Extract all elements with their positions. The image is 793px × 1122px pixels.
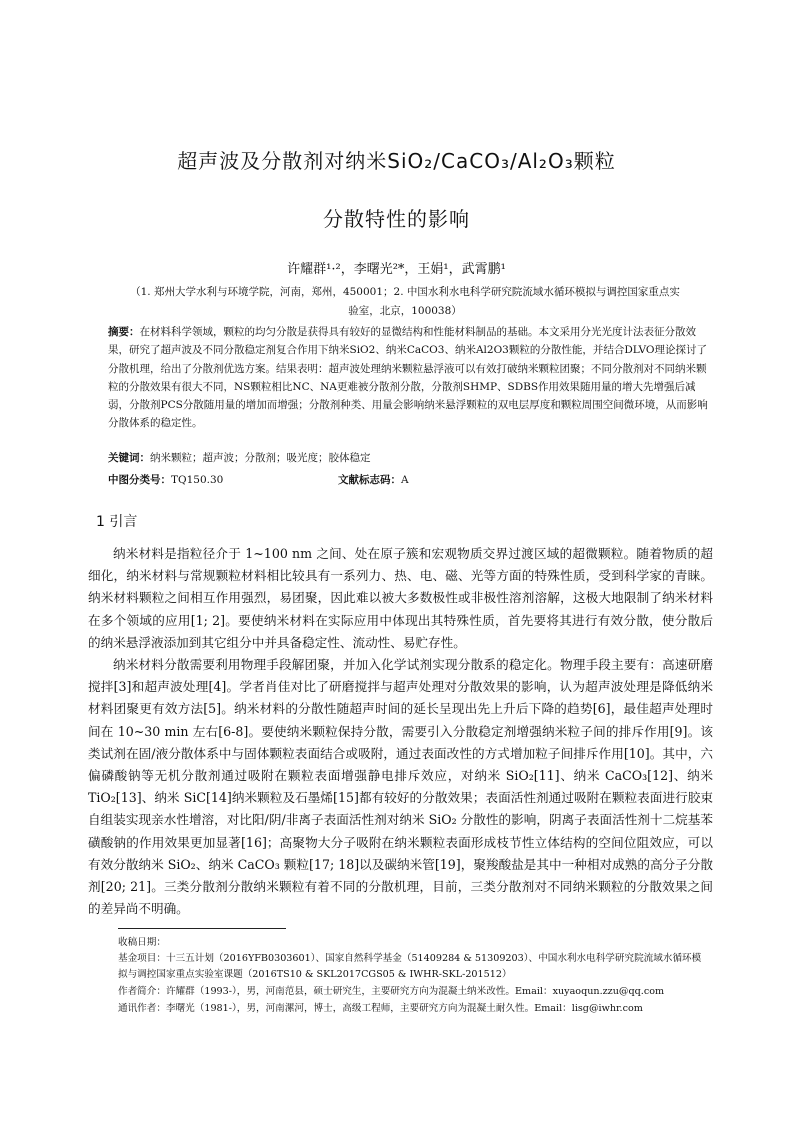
keywords-text: 纳米颗粒；超声波；分散剂；吸光度；胶体稳定 (150, 452, 371, 464)
paragraph-2: 纳米材料分散需要利用物理手段解团聚，并加入化学试剂实现分散系的稳定化。物理手段主要有：高速研磨搅拌[3]和超声波处理[4]。学者肖佳对比了研磨搅拌与超声处理对分散效果的影响，认为超声波处理是降低纳米材料团聚更有效方法[5]。纳米材料的分散性随超声时间的延长呈现出先上升后下降的趋势[6]，最佳超声处理时间在 10~30 min 左右[6-8]。要使纳米颗粒保持分散，需要引入分散稳定剂增强纳米粒子间的排斥作用[9]。该类试剂在固/液分散体系中与固体颗粒表面结合或吸附，通过表面改性的方式增加粒子间排斥作用[10]。其中，六偏磷酸钠等无机分散剂通过吸附在颗粒表面增强静电排斥效应，对纳米 SiO₂[11]、纳米 CaCO₃[12]、纳米 TiO₂[13]、纳米 SiC[14]纳米颗粒及石墨烯[15]都有较好的分散效果；表面活性剂通过吸附在颗粒表面进行胶束自组装实现亲水性增溶，对比阳/阴/非离子表面活性剂对纳米 SiO₂ 分散性的影响，阴离子表面活性剂十二烷基苯磺酸钠的作用效果更加显著[16]；高聚物大分子吸附在纳米颗粒表面形成枝节性立体结构的空间位阻效应，可以有效分散纳米 SiO₂、纳米 CaCO₃ 颗粒[17; 18]以及碳纳米管[19]，聚羧酸盐是其中一种相对成熟的高分子分散剂[20; 21]。三类分散剂分散纳米颗粒有着不同的分散机理，目前，三类分散剂对不同纳米颗粒的分散效果之间的差异尚不明确。 (88, 657, 713, 917)
section-heading-introduction: 1 引言 (96, 514, 138, 530)
classification (108, 472, 409, 487)
footnote-corresponding: 通讯作者：李曙光（1981-），男，河南漯河，博士，高级工程师，主要研究方向为混凝土耐久性。Email：lisg@iwhr.com (118, 1003, 643, 1014)
footnote-divider (118, 928, 286, 929)
doc-code-value: A (401, 474, 409, 486)
clc-value: TQ150.30 (171, 474, 224, 486)
paper-title-line2: 分散特性的影响 (323, 207, 470, 231)
paper-title-line1: 超声波及分散剂对纳米SiO₂/CaCO₃/Al₂O₃颗粒 (177, 149, 616, 173)
body-text (88, 543, 713, 920)
author-list: 许耀群¹·²，李曙光²*，王娟¹，武霄鹏¹ (287, 262, 506, 277)
abstract-text: 在材料科学领域，颗粒的均匀分散是获得具有较好的显微结构和性能材料制品的基础。本文采用分光光度计法表征分散效果，研究了超声波及不同分散稳定剂复合作用下纳米SiO2、纳米CaCO3、纳米Al2O3颗粒的分散性能，并结合DLVO理论探讨了分散机理，给出了分散剂优选方案。结果表明：超声波处理纳米颗粒悬浮液可以有效打破纳米颗粒团聚；不同分散剂对不同纳米颗粒的分散效果有很大不同，NS颗粒相比NC、NA更难被分散剂分散，分散剂SHMP、SDBS作用效果随用量的增大先增强后减弱，分散剂PCS分散随用量的增加而增强；分散剂种类、用量会影响纳米悬浮颗粒的双电层厚度和颗粒周围空间微环境，从而影响分散体系的稳定性。 (108, 326, 708, 430)
abstract-label: 摘要： (108, 326, 140, 338)
paragraph-1: 纳米材料是指粒径介于 1~100 nm 之间、处在原子簇和宏观物质交界过渡区域的超微颗粒。随着物质的超细化，纳米材料与常规颗粒材料相比较具有一系列力、热、电、磁、光等方面的特殊性质，受到科学家的青睐。纳米材料颗粒之间相互作用强烈，易团聚，因此难以被大多数极性或非极性溶剂溶解，这极大地限制了纳米材料在多个领域的应用[1; 2]。要使纳米材料在实际应用中体现出其特殊性质，首先要将其进行有效分散，使分散后的纳米悬浮液添加到其它组分中并具备稳定性、流动性、易贮存性。 (88, 546, 713, 650)
clc-label: 中图分类号： (108, 474, 171, 486)
footnote-fund: 基金项目：十三五计划（2016YFB0303601）、国家自然科学基金（51409284 & 51309203）、中国水利水电科学研究院流域水循环模拟与调控国家重点实验室课题（2016TS10 & SKL2017CGS05 & IWHR-SKL-201512） (118, 953, 702, 980)
keywords-label: 关键词： (108, 452, 150, 464)
affiliations (100, 283, 710, 321)
footnote-received: 收稿日期： (118, 937, 166, 948)
keywords (108, 450, 371, 465)
doc-code-label: 文献标志码： (338, 474, 402, 486)
affiliation-line1: （1. 郑州大学水利与环境学院，河南，郑州，450001；2. 中国水利水电科学研究院流域水循环模拟与调控国家重点实 (130, 286, 680, 298)
affiliation-line2: 验室，北京，100038） (348, 305, 462, 317)
footnote-author: 作者简介：许耀群（1993-），男，河南范县，硕士研究生，主要研究方向为混凝土纳米改性。Email：xuyaoqun.zzu@qq.com (118, 986, 665, 997)
abstract (108, 323, 708, 433)
